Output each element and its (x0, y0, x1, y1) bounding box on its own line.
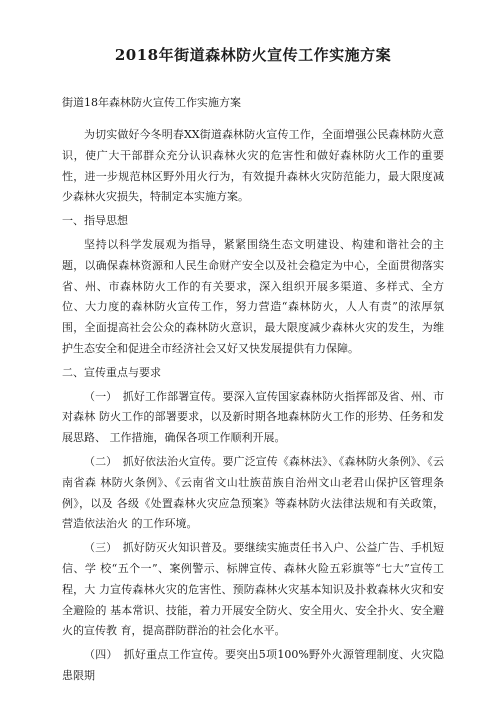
document-body (62, 125, 444, 687)
priority-item-2: （二） 抓好依法治火宣传。要广泛宣传《森林法》、《森林防火条例》、《云南省森 林防火条例》、《云南省文山壮族苗族自治州文山老君山保护区管理条例》，以及 各级《处置森林火灾应急预案》等森林防火法律法规和有关政策，营造依法治火 的工作环境。 (62, 454, 444, 531)
guiding-ideology-paragraph: 坚持以科学发展观为指导，紧紧围绕生态文明建设、构建和谐社会的主题，以确保森林资源和人民生命财产安全以及社会稳定为中心，全面贯彻落实省、州、市森林防火工作的有关要求，深入组织开展多渠道、多样式、全方位、大力度的森林防火宣传工作，努力营造“森林防火，人人有责”的浓厚氛围，全面提高社会公众的森林防火意识，最大限度减少森林火灾的发生，为维护生态安全和促进全市经济社会又好又快发展提供有力保障。 (62, 237, 444, 355)
document-subtitle: 街道18年森林防火宣传工作实施方案 (62, 96, 241, 109)
section-heading-guiding-ideology: 一、指导思想 (62, 214, 128, 228)
priority-item-4: （四） 抓好重点工作宣传。要突出5项100%野外火源管理制度、火灾隐患限期 (62, 648, 444, 682)
intro-paragraph: 为切实做好今冬明春XX街道森林防火宣传工作，全面增强公民森林防火意识，使广大干部群众充分认识森林火灾的危害性和做好森林防火工作的重要性，进一步规范林区野外用火行为，有效提升森林火灾防范能力，最大限度减少森林火灾损失，特制定本实施方案。 (62, 128, 444, 204)
document-title: 2018年街道森林防火宣传工作实施方案 (114, 46, 392, 64)
priority-item-3: （三） 抓好防灭火知识普及。要继续实施责任书入户、公益广告、手机短信、学 校“五个一”、案例警示、标牌宣传、森林火险五彩旗等“七大”宣传工程，大 力宣传森林火灾的危害性、预防森林火灾基本知识及扑救森林火灾和安全避险的 基本常识、技能，着力开展安全防火、安全用火、安全扑火、安全避火的宣传教 育，提高群防群治的社会化水平。 (62, 541, 444, 638)
section-heading-priorities: 二、宣传重点与要求 (62, 365, 161, 379)
priority-item-1: （一） 抓好工作部署宣传。要深入宣传国家森林防火指挥部及省、州、市对森林 防火工作的部署要求，以及新时期各地森林防火工作的形势、任务和发展思路、 工作措施，确保各项工作顺利开展。 (62, 389, 444, 445)
